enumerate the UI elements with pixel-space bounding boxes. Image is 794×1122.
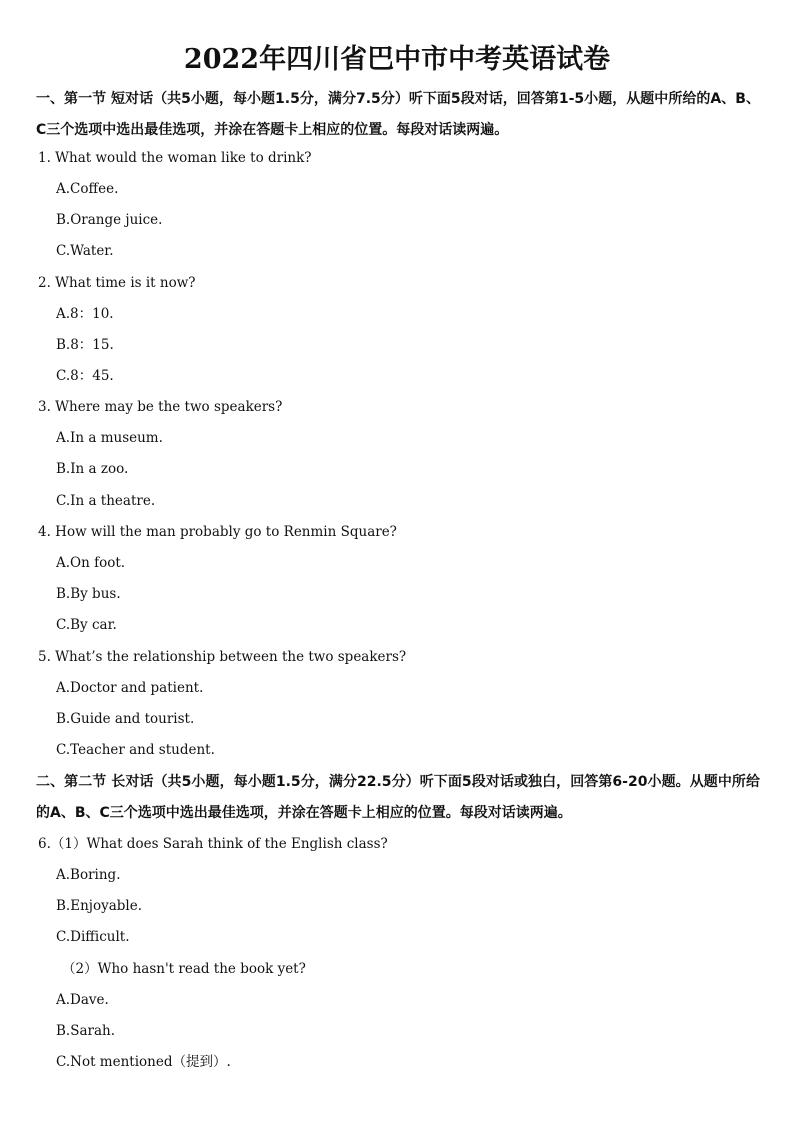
section1-heading: 一、第一节 短对话（共5小题，每小题1.5分，满分7.5分）听下面5段对话，回答第1-5小题，从题中所给的A、B、C三个选项中选出最佳选项，并涂在答题卡上相应的位置。每段对话读两遍。 (36, 91, 760, 138)
page-title: 2022年四川省巴中市中考英语试卷 (183, 44, 611, 75)
q4-option-c: C.By car. (56, 617, 117, 633)
q5-option-b: B.Guide and tourist. (56, 711, 195, 727)
q6-1-option-c: C.Difficult. (56, 929, 130, 945)
q1-option-c: C.Water. (56, 243, 114, 259)
question-6-2: （2）Who hasn't read the book yet? (62, 961, 306, 977)
q2-option-b: B.8：15. (56, 337, 114, 353)
question-1: 1. What would the woman like to drink? (38, 150, 312, 166)
q2-option-c: C.8：45. (56, 368, 114, 384)
q6-1-option-a: A.Boring. (56, 867, 121, 883)
q6-1-option-b: B.Enjoyable. (56, 898, 142, 914)
question-3: 3. Where may be the two speakers? (38, 399, 283, 415)
q1-option-a: A.Coffee. (56, 181, 119, 197)
question-2: 2. What time is it now? (38, 275, 196, 291)
q6-2-option-a: A.Dave. (56, 992, 109, 1008)
q6-2-option-c: C.Not mentioned（提到）. (56, 1054, 231, 1070)
question-5: 5. What’s the relationship between the two speakers? (38, 649, 407, 665)
q4-option-b: B.By bus. (56, 586, 121, 602)
q5-option-a: A.Doctor and patient. (56, 680, 204, 696)
section2-heading: 二、第二节 长对话（共5小题，每小题1.5分，满分22.5分）听下面5段对话或独白，回答第6-20小题。从题中所给的A、B、C三个选项中选出最佳选项，并涂在答题卡上相应的位置。每段对话读两遍。 (36, 774, 760, 821)
q3-option-b: B.In a zoo. (56, 461, 129, 477)
q1-option-b: B.Orange juice. (56, 212, 163, 228)
q3-option-c: C.In a theatre. (56, 493, 156, 509)
question-4: 4. How will the man probably go to Renmin Square? (38, 524, 397, 540)
q3-option-a: A.In a museum. (56, 430, 163, 446)
q2-option-a: A.8：10. (56, 306, 114, 322)
q6-2-option-b: B.Sarah. (56, 1023, 115, 1039)
q5-option-c: C.Teacher and student. (56, 742, 215, 758)
question-6-1: 6.（1）What does Sarah think of the English class? (38, 836, 388, 852)
q4-option-a: A.On foot. (56, 555, 126, 571)
